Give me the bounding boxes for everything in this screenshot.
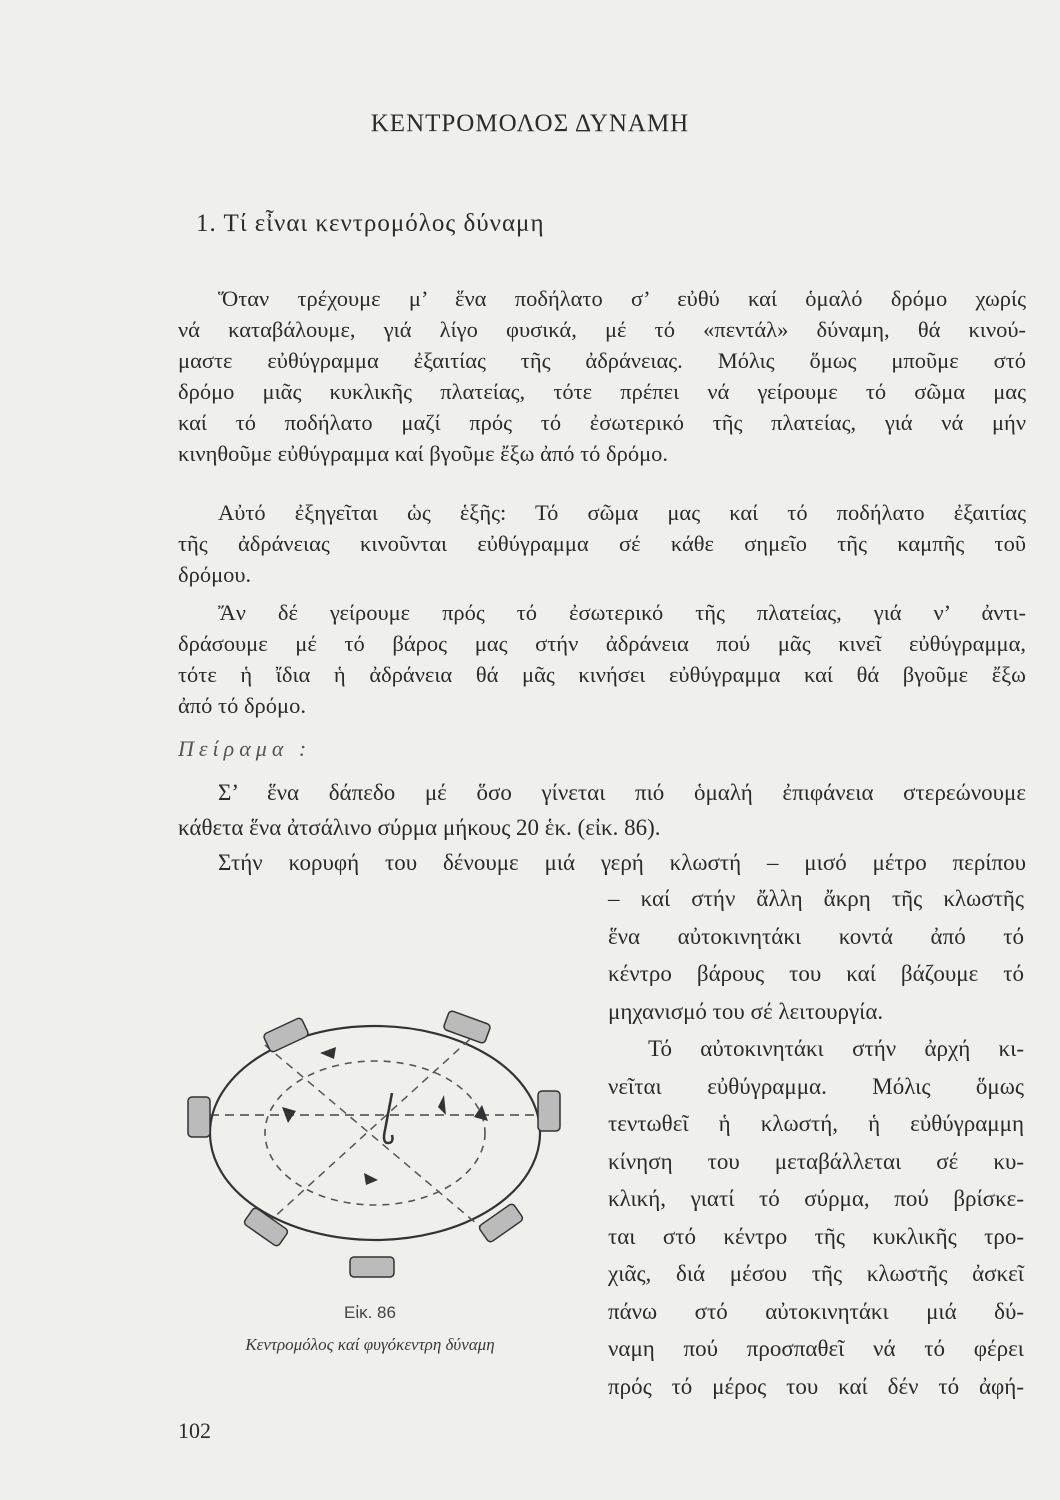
circular-motion-figure (170, 1005, 570, 1305)
text-line: τῆς ἀδράνειας κινοῦνται εὐθύγραμμα σέ κάθε σημεῖο τῆς καμπῆς τοῦ (178, 531, 1026, 556)
toy-car-icon (263, 1017, 310, 1053)
text-line: ἀπό τό δρόμο. (178, 693, 306, 718)
text-line: τεντωθεῖ ἡ κλωστή, ἡ εὐθύγραμμη (608, 1111, 1024, 1136)
text-line: μηχανισμό του σέ λειτουργία. (608, 998, 884, 1024)
right-column-text (608, 880, 1024, 1405)
text-line: – καί στήν ἄλλη ἄκρη τῆς κλωστῆς (608, 886, 1024, 911)
text-line: καί τό ποδήλατο μαζί πρός τό ἐσωτερικό τῆς πλατείας, γιά νά μήν (178, 410, 1026, 435)
text-line: ἕνα αὐτοκινητάκι κοντά ἀπό τό (608, 923, 1024, 949)
experiment-label: Πείραμα : (178, 736, 312, 761)
diagonal-dashed-line (260, 1030, 480, 1230)
text-line: πάνω στό αὐτοκινητάκι μιά δύ- (608, 1298, 1024, 1324)
toy-car-icon (350, 1257, 394, 1277)
paragraph-2 (178, 497, 1026, 590)
text-line: δρόμου. (178, 562, 252, 587)
text-line: Ὅταν τρέχουμε μ’ ἕνα ποδήλατο σ’ εὐθύ καί ὁμαλό δρόμο χωρίς (218, 286, 1026, 311)
figure-caption: Κεντρομόλος καί φυγόκεντρη δύναμη (245, 1335, 495, 1354)
text-line: τότε ἡ ἴδια ἡ ἀδράνεια θά μᾶς κινήσει εὐθύγραμμα καί θά βγοῦμε ἔξω (178, 662, 1026, 687)
text-line: ναμη πού προσπαθεῖ νά τό φέρει (608, 1336, 1024, 1361)
paragraph-1 (178, 283, 1026, 469)
paragraph-4 (178, 775, 1026, 845)
arrow-icon (438, 1095, 446, 1115)
text-line: Τό αὐτοκινητάκι στήν ἀρχή κι- (648, 1036, 1024, 1061)
toy-car-icon (538, 1091, 560, 1131)
text-line: Αὐτό ἐξηγεῖται ὡς ἑξῆς: Τό σῶμα μας καί τό ποδήλατο ἐξαιτίας (218, 500, 1026, 525)
text-line: δρόμο μιᾶς κυκλικῆς πλατείας, τότε πρέπει νά γείρουμε τό σῶμα μας (178, 379, 1026, 404)
paragraph-5 (178, 845, 1026, 880)
text-line: Ἄν δέ γείρουμε πρός τό ἐσωτερικό τῆς πλατείας, γιά ν’ ἀντι- (218, 600, 1026, 625)
text-line: Σ’ ἕνα δάπεδο μέ ὅσο γίνεται πιό ὁμαλή ἐπιφάνεια στερεώνουμε (218, 780, 1026, 805)
arrow-icon (364, 1173, 378, 1185)
paragraph-3 (178, 597, 1026, 721)
section-heading: 1. Τί εἶναι κεντρομόλος δύναμη (196, 210, 545, 237)
text-line: δράσουμε μέ τό βάρος μας στήν ἀδράνεια πού μᾶς κινεῖ εὐθύγραμμα, (178, 631, 1026, 656)
arrow-icon (474, 1105, 488, 1121)
text-line: ται στό κέντρο τῆς κυκλικῆς τρο- (608, 1223, 1024, 1249)
center-wire (384, 1093, 393, 1143)
circular-track (210, 1026, 540, 1240)
inner-dashed-path (265, 1061, 485, 1205)
diagonal-dashed-line (265, 1045, 490, 1235)
text-line: νά καταβάλουμε, γιά λίγο φυσικά, μέ τό «πεντάλ» δύναμη, θά κινού- (178, 317, 1026, 342)
toy-car-icon (188, 1097, 210, 1137)
text-line: κίνηση του μεταβάλλεται σέ κυ- (608, 1148, 1024, 1174)
text-line: Στήν κορυφή του δένουμε μιά γερή κλωστή – μισό μέτρο περίπου (218, 850, 1026, 875)
arrow-icon (320, 1047, 336, 1059)
text-line: κάθετα ἕνα ἀτσάλινο σύρμα μήκους 20 ἑκ. (εἰκ. 86). (178, 815, 661, 840)
chapter-title: ΚΕΝΤΡΟΜΟΛΟΣ ΔΥΝΑΜΗ (370, 110, 690, 137)
text-line: χιᾶς, διά μέσου τῆς κλωστῆς ἀσκεῖ (608, 1261, 1024, 1286)
text-line: κέντρο βάρους του καί βάζουμε τό (608, 961, 1024, 986)
text-line: πρός τό μέρος του καί δέν τό ἀφή- (608, 1373, 1024, 1399)
text-line: κλική, γιατί τό σύρμα, πού βρίσκε- (608, 1186, 1024, 1211)
figure-label: Εἰκ. 86 (344, 1303, 396, 1322)
text-line: νεῖται εὐθύγραμμα. Μόλις ὅμως (608, 1073, 1024, 1099)
toy-car-icon (478, 1203, 524, 1243)
page-number: 102 (178, 1418, 211, 1443)
text-line: μαστε εὐθύγραμμα ἐξαιτίας τῆς ἀδράνειας. Μόλις ὅμως μποῦμε στό (178, 348, 1026, 373)
text-line: κινηθοῦμε εὐθύγραμμα καί βγοῦμε ἔξω ἀπό τό δρόμο. (178, 441, 669, 466)
